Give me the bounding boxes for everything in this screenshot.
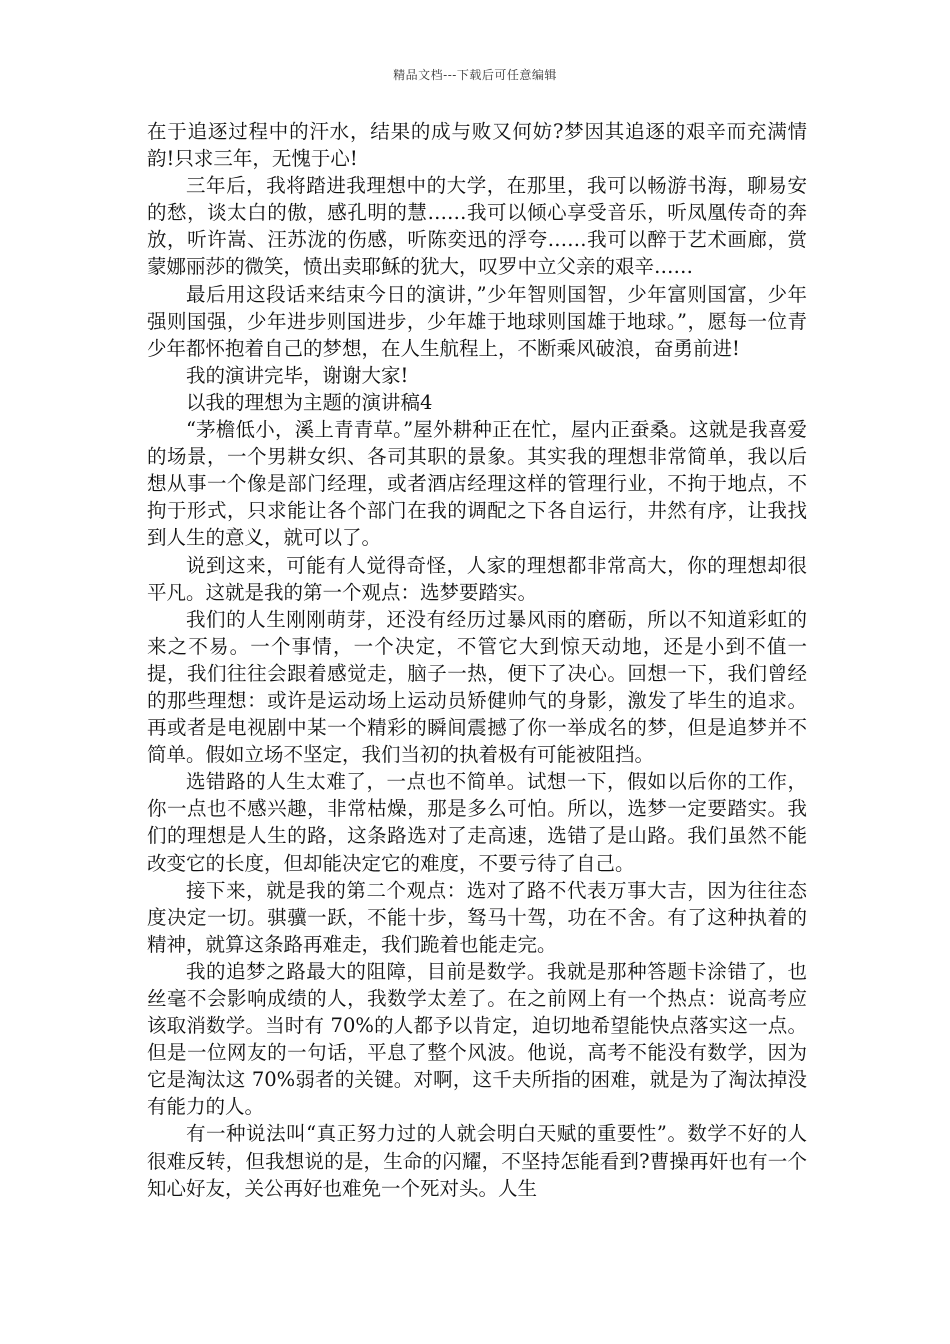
- paragraph-4: 我的演讲完毕，谢谢大家!: [186, 363, 409, 387]
- page-header: 精品文档---下载后可任意编辑: [393, 68, 557, 82]
- paragraph-6: “茅檐低小，溪上青青草。”屋外耕种正在忙，屋内正蚕桑。这就是我喜爱的场景，一个男耕女织、各司其职的景象。其实我的理想非常简单，我以后想从事一个像是部门经理，或者酒店经理这样的管理行业，不拘于地点，不拘于形式，只求能让各个部门在我的调配之下各自运行，井然有序，让我找到人生的意义，就可以了。: [147, 418, 807, 550]
- section-title: 以我的理想为主题的演讲稿4: [186, 390, 433, 414]
- document-body: [147, 118, 807, 1202]
- paragraph-10: 接下来，就是我的第二个观点：选对了路不代表万事大吉，因为往往态度决定一切。骐骥一跃，不能十步，驽马十驾，功在不舍。有了这种执着的精神，就算这条路再难走，我们跪着也能走完。: [147, 878, 807, 956]
- paragraph-9: 选错路的人生太难了，一点也不简单。试想一下，假如以后你的工作，你一点也不感兴趣，非常枯燥，那是多么可怕。所以，选梦一定要踏实。我们的理想是人生的路，这条路选对了走高速，选错了是山路。我们虽然不能改变它的长度，但却能决定它的难度，不要亏待了自己。: [147, 770, 807, 875]
- paragraph-3: 最后用这段话来结束今日的演讲，”少年智则国智，少年富则国富，少年强则国强，少年进步则国进步，少年雄于地球则国雄于地球。”，愿每一位青少年都怀抱着自己的梦想，在人生航程上，不断乘风破浪，奋勇前进!: [147, 282, 807, 360]
- paragraph-8: 我们的人生刚刚萌芽，还没有经历过暴风雨的磨砺，所以不知道彩虹的来之不易。一个事情，一个决定，不管它大到惊天动地，还是小到不值一提，我们往往会跟着感觉走，脑子一热，便下了决心。回想一下，我们曾经的那些理想：或许是运动场上运动员矫健帅气的身影，激发了毕生的追求。再或者是电视剧中某一个精彩的瞬间震撼了你一举成名的梦，但是追梦并不简单。假如立场不坚定，我们当初的执着极有可能被阻挡。: [147, 607, 807, 767]
- paragraph-12: 有一种说法叫“真正努力过的人就会明白天赋的重要性”。数学不好的人很难反转，但我想说的是，生命的闪耀，不坚持怎能看到?曹操再奸也有一个知心好友，关公再好也难免一个死对头。人生: [147, 1122, 807, 1200]
- paragraph-1: 在于追逐过程中的汗水，结果的成与败又何妨?梦因其追逐的艰辛而充满情韵!只求三年，无愧于心!: [147, 120, 807, 171]
- paragraph-11: 我的追梦之路最大的阻障，目前是数学。我就是那种答题卡涂错了，也丝毫不会影响成绩的人，我数学太差了。在之前网上有一个热点：说高考应该取消数学。当时有 70%的人都予以肯定，迫切地希望能快点落实这一点。但是一位网友的一句话，平息了整个风波。他说，高考不能没有数学，因为它是淘汰这 70%弱者的关键。对啊，这千夫所指的困难，就是为了淘汰掉没有能力的人。: [147, 959, 807, 1119]
- paragraph-2: 三年后，我将踏进我理想中的大学，在那里，我可以畅游书海，聊易安的愁，谈太白的傲，感孔明的慧……我可以倾心享受音乐，听凤凰传奇的奔放，听许嵩、汪苏泷的伤感，听陈奕迅的浮夸……我可以醉于艺术画廊，赏蒙娜丽莎的微笑，愤出卖耶稣的犹大，叹罗中立父亲的艰辛……: [147, 174, 807, 279]
- paragraph-7: 说到这来，可能有人觉得奇怪，人家的理想都非常高大，你的理想却很平凡。这就是我的第一个观点：选梦要踏实。: [147, 553, 807, 604]
